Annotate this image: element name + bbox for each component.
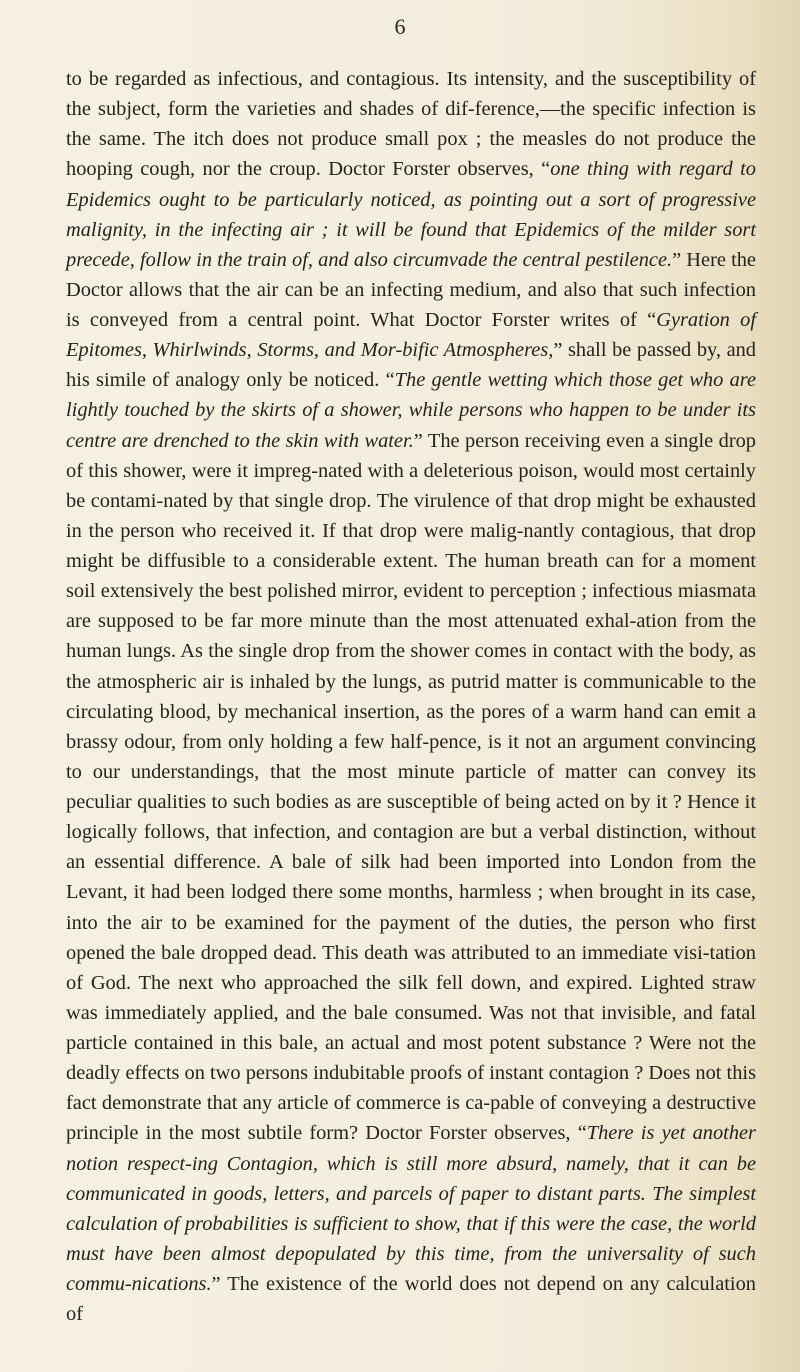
quotation-contagion-goods: There is yet another notion respect-ing Contagion, which is still more absurd, namely, that it can be communicated in goods, letters, and parcels of paper to distant parts. The simplest calculation of probabilities is sufficient to show, that if this were the case, the world must have been almost depopulated by this time, from the universality of such commu-nications.: [66, 1122, 756, 1295]
text-segment: ” The person receiving even a single drop of this shower, were it impreg-nated with a deleterious poison, would most certainly be contami-nated by that single drop. The virulence of that drop might be exhausted in the person who received it. If that drop were malig-nantly contagious, that drop might be diffusible to a considerable extent. The human breath can for a moment soil extensively the best polished mirror, evident to perception ; infectious miasmata are supposed to be far more minute than the most attenuated exhal-ation from the human lungs. As the single drop from the shower comes in contact with the body, as the atmospheric air is inhaled by the lungs, as putrid matter is communicable to the circulating blood, by mechanical insertion, as the pores of a warm hand can emit a brassy odour, from only holding a few half-pence, is it not an argument convincing to our understandings, that the most minute particle of matter can convey its peculiar qualities to such bodies as are susceptible of being acted on by it ? Hence it logically follows, that infection, and contagion are but a verbal distinction, without an essential difference. A bale of silk had been imported into London from the Levant, it had been lodged there some months, harmless ; when brought in its case, into the air to be examined for the payment of the duties, the person who first opened the bale dropped dead. This death was attributed to an immediate visi-tation of God. The next who approached the silk fell down, and expired. Lighted straw was immediately applied, and the bale consumed. Was not that invisible, and fatal particle contained in this bale, an actual and most potent substance ? Were not the deadly effects on two persons indubitable proofs of instant contagion ? Does not this fact demonstrate that any article of commerce is ca-pable of conveying a destructive principle in the most subtile form? Doctor Forster observes, “: [66, 429, 756, 1145]
text-segment: to be regarded as infectious, and contagious. Its intensity, and the susceptibility of the subject, form the varieties and shades of dif-ference,—the specific infection is the same. The itch does not produce small pox ; the measles do not produce the hooping cough, nor the croup. Doctor Forster observes, “: [66, 68, 756, 181]
text-segment: ” The existence of the world does not depend on any calculation of: [66, 1273, 756, 1326]
body-paragraph: [66, 64, 756, 1329]
quotation-forster-epidemics: one thing with regard to Epidemics ought to be particularly noticed, as pointing out a sort of progressive malignity, in the infecting air ; it will be found that Epidemics of the milder sort precede, follow in the train of, and also circumvade the central pestilence.: [66, 158, 756, 271]
text-segment: ” shall be passed by, and his simile of analogy only be noticed. “: [66, 339, 757, 392]
text-segment: ” Here the Doctor allows that the air can be an infecting medium, and also that such infection is conveyed from a central point. What Doctor Forster writes of “: [66, 248, 756, 331]
quotation-gentle-wetting: The gentle wetting which those get who are lightly touched by the skirts of a shower, while persons who happen to be under its centre are drenched to the skin with water.: [66, 369, 756, 452]
page-number: 6: [394, 14, 406, 39]
quotation-gyration: Gyration of Epitomes, Whirlwinds, Storms, and Mor-bific Atmospheres,: [66, 309, 757, 362]
